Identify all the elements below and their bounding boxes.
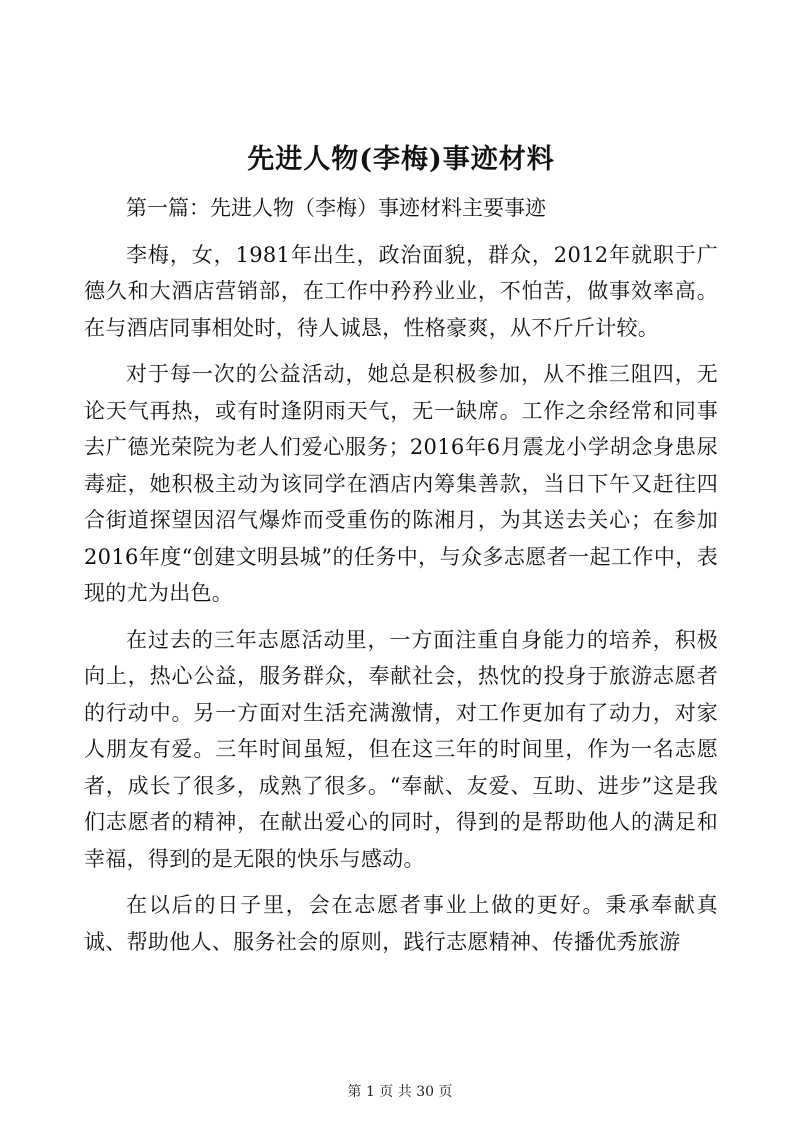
paragraph-4: 在以后的日子里，会在志愿者事业上做的更好。秉承奉献真诚、帮助他人、服务社会的原则，践行志愿精神、传播优秀旅游 <box>84 893 718 954</box>
paragraph-1: 李梅，女，1981年出生，政治面貌，群众，2012年就职于广德久和大酒店营销部，在工作中矜矜业业，不怕苦，做事效率高。在与酒店同事相处时，待人诚恳，性格豪爽，从不斤斤计较。 <box>84 242 718 340</box>
section-heading: 第一篇：先进人物（李梅）事迹材料主要事迹 <box>126 196 546 220</box>
page-number-footer: 第 1 页 共 30 页 <box>347 1084 453 1100</box>
document-title: 先进人物(李梅)事迹材料 <box>247 144 555 175</box>
paragraph-2: 对于每一次的公益活动，她总是积极参加，从不推三阻四，无论天气再热，或有时逢阴雨天气，无一缺席。工作之余经常和同事去广德光荣院为老人们爱心服务；2016年6月震龙小学胡念身患尿毒症，她积极主动为该同学在酒店内筹集善款，当日下午又赶往四合街道探望因沼气爆炸而受重伤的陈湘月，为其送去关心；在参加2016年度“创建文明县城”的任务中，与众多志愿者一起工作中，表现的尤为出色。 <box>84 362 718 605</box>
paragraph-3: 在过去的三年志愿活动里，一方面注重自身能力的培养，积极向上，热心公益，服务群众，奉献社会，热忱的投身于旅游志愿者的行动中。另一方面对生活充满激情，对工作更加有了动力，对家人朋友有爱。三年时间虽短，但在这三年的时间里，作为一名志愿者，成长了很多，成熟了很多。“奉献、友爱、互助、进步”这是我们志愿者的精神，在献出爱心的同时，得到的是帮助他人的满足和幸福，得到的是无限的快乐与感动。 <box>84 627 718 871</box>
